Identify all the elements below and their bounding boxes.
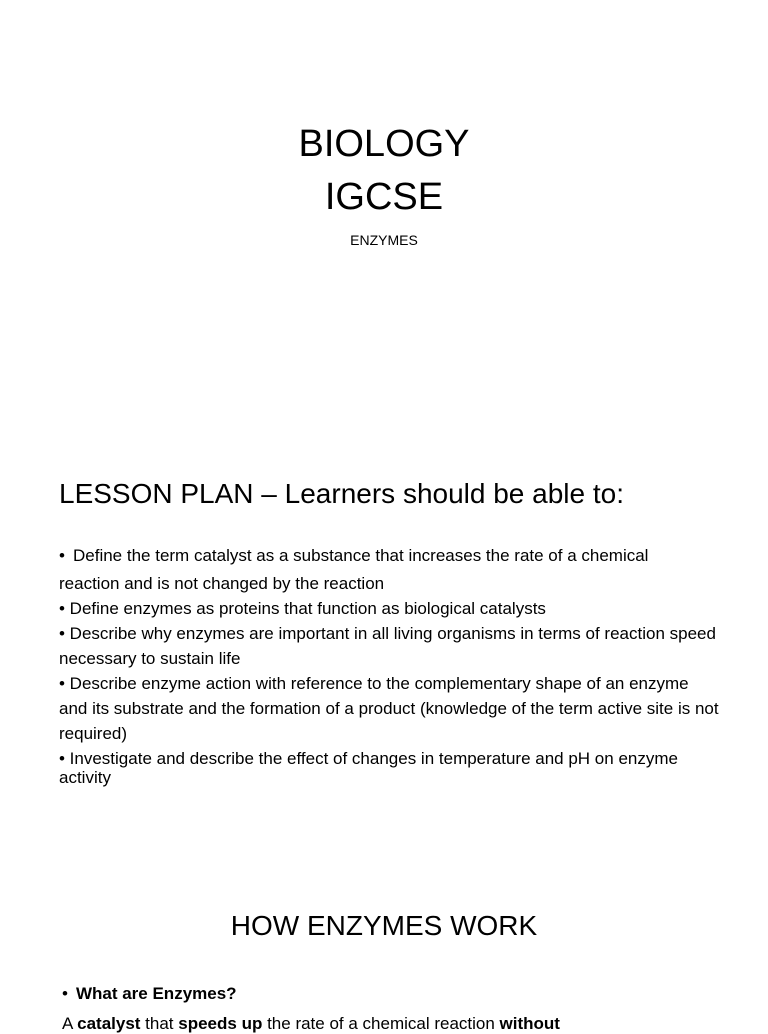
objective-item-enzymes: • Define enzymes as proteins that function as biological catalysts — [59, 599, 546, 618]
definition-keyword: catalyst — [77, 1014, 141, 1033]
slide-subtitle: ENZYMES — [350, 232, 418, 248]
lesson-plan-heading: LESSON PLAN – Learners should be able to: — [59, 478, 625, 509]
question-item — [62, 984, 237, 1004]
title-line-2: IGCSE — [324, 176, 444, 218]
slide-title — [0, 118, 768, 224]
objective-item-action: • Describe enzyme action with reference to the complementary shape of an enzyme and its substrate and the formation of a product (knowledge of the term active site is not required) — [59, 674, 719, 743]
bullet-icon: • — [59, 546, 65, 565]
objective-item-investigate: • Investigate and describe the effect of changes in temperature and pH on enzyme activity — [59, 749, 678, 787]
definition-keyword: speeds up — [178, 1014, 263, 1033]
question-text: What are Enzymes? — [75, 984, 237, 1003]
definition-text-cutoff — [62, 1014, 560, 1034]
title-line-1: BIOLOGY — [298, 123, 470, 165]
objectives-list — [59, 546, 719, 787]
definition-part: A — [62, 1014, 78, 1033]
definition-part: that — [140, 1014, 179, 1033]
definition-part: the rate of a chemical reaction — [262, 1014, 500, 1033]
bullet-icon: • — [62, 984, 68, 1003]
objective-item-importance: • Describe why enzymes are important in all living organisms in terms of reaction speed necessary to sustain life — [59, 624, 716, 668]
objective-text: Define the term catalyst as a substance that increases the rate of a chemical — [73, 546, 649, 565]
definition-keyword: without — [499, 1014, 560, 1033]
objective-item-catalyst — [59, 546, 719, 565]
objective-item-continuation: reaction and is not changed by the reaction — [59, 574, 385, 593]
section-heading: HOW ENZYMES WORK — [230, 910, 538, 941]
